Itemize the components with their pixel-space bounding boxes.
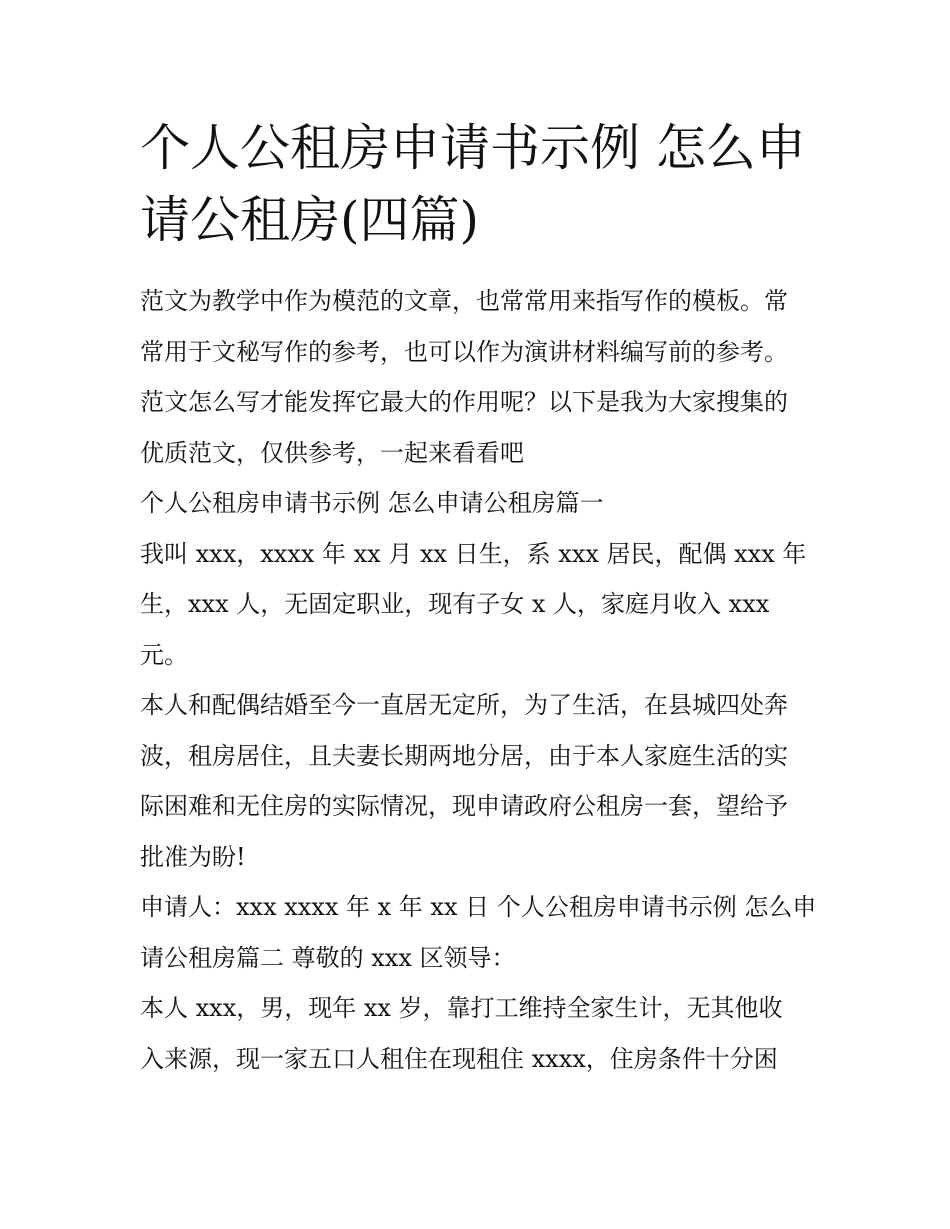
section-heading-1: 个人公租房申请书示例 怎么申请公租房篇一 xyxy=(140,489,604,517)
body-line: 我叫 xxx，xxxx 年 xx 月 xx 日生，系 xxx 居民，配偶 xxx 年 xyxy=(140,539,807,568)
body-line: 本人 xxx，男，现年 xx 岁，靠打工维持全家生计，无其他收 xyxy=(140,994,783,1022)
body-line: 常用于文秘写作的参考，也可以作为演讲材料编写前的参考。 xyxy=(140,337,788,366)
body-line: 范文为教学中作为模范的文章，也常常用来指写作的模板。常 xyxy=(140,287,788,315)
body-line: 批准为盼! xyxy=(140,842,246,871)
body-line: 请公租房篇二 尊敬的 xxx 区领导： xyxy=(140,943,516,972)
body-line: 优质范文，仅供参考，一起来看看吧 xyxy=(140,438,524,467)
body-line: 元。 xyxy=(140,640,188,669)
body-line: 入来源，现一家五口人租住在现租住 xxxx，住房条件十分困 xyxy=(140,1044,778,1073)
title-line-1: 个人公租房申请书示例 怎么申 xyxy=(140,119,806,177)
body-line: 生，xxx 人，无固定职业，现有子女 x 人，家庭月收入 xxx xyxy=(140,590,770,618)
body-line: 波，租房居住，且夫妻长期两地分居，由于本人家庭生活的实 xyxy=(140,741,788,770)
document-title xyxy=(140,112,820,256)
body-line: 范文怎么写才能发挥它最大的作用呢？以下是我为大家搜集的 xyxy=(140,388,788,416)
body-line: 本人和配偶结婚至今一直居无定所，为了生活，在县城四处奔 xyxy=(140,691,788,719)
body-line: 际困难和无住房的实际情况，现申请政府公租房一套，望给予 xyxy=(140,792,788,820)
title-line-2: 请公租房(四篇) xyxy=(140,191,480,249)
body-line: 申请人：xxx xxxx 年 x 年 xx 日 个人公租房申请书示例 怎么申 xyxy=(140,893,817,921)
document-body xyxy=(140,276,820,1084)
